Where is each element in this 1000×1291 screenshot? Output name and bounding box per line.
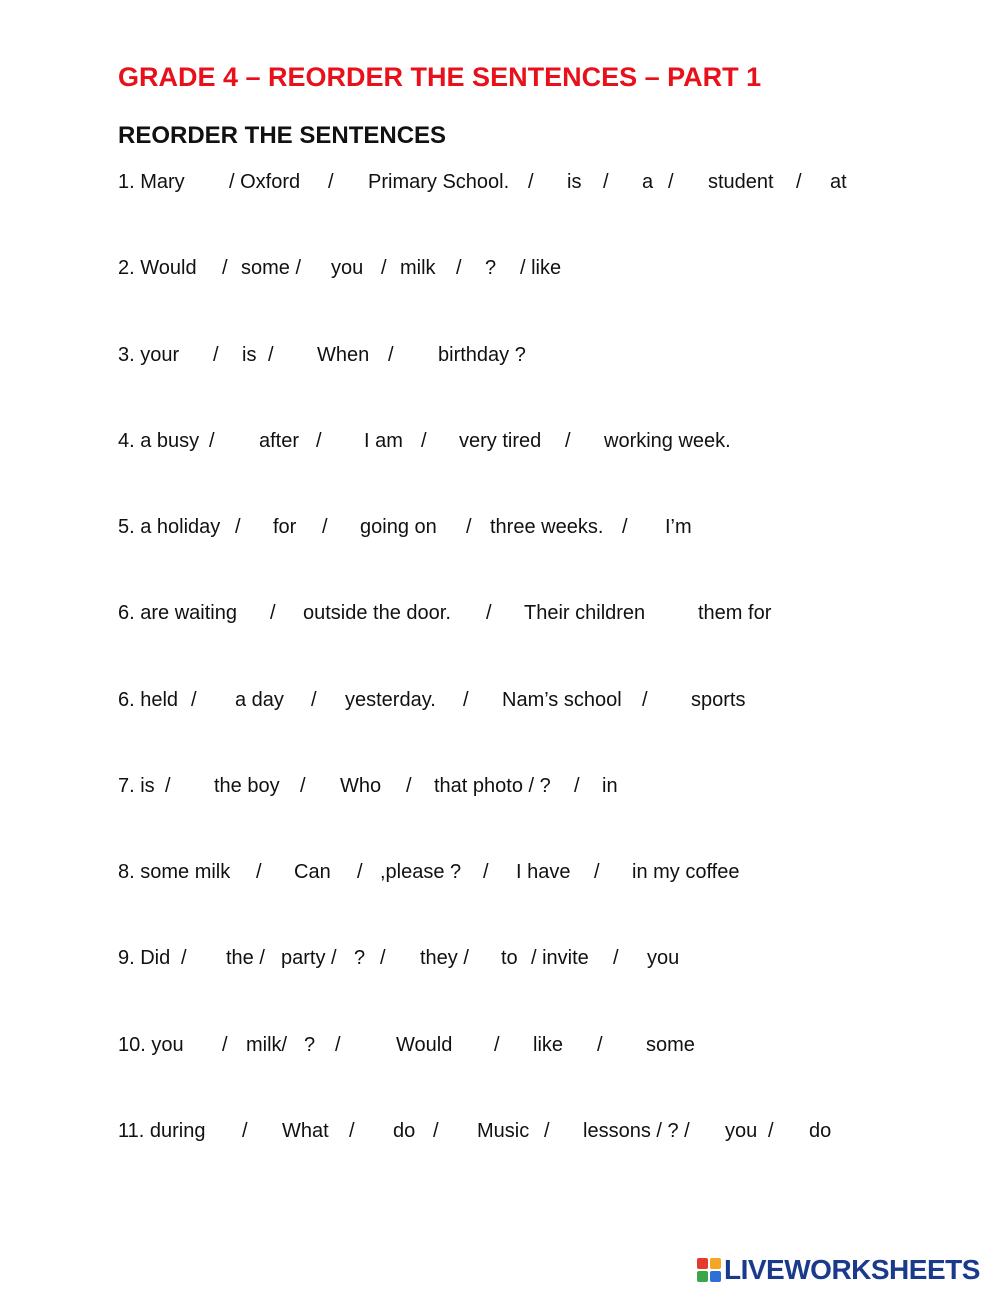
word-chunk: I am	[364, 430, 403, 452]
word-chunk: Would	[396, 1034, 453, 1056]
separator-slash: /	[181, 947, 187, 969]
separator-slash: /	[357, 861, 363, 883]
section-heading: REORDER THE SENTENCES	[118, 122, 447, 149]
word-chunk: lessons / ? /	[583, 1120, 690, 1142]
word-chunk: I’m	[665, 516, 692, 538]
word-chunk: very tired	[459, 430, 542, 452]
separator-slash: /	[456, 257, 462, 279]
word-chunk: 8. some milk	[118, 861, 231, 883]
sentence-item	[0, 516, 1000, 546]
word-chunk: going on	[360, 516, 437, 538]
sentence-item	[0, 344, 1000, 374]
sentence-item	[0, 257, 1000, 287]
word-chunk: Who	[340, 775, 382, 797]
separator-slash: /	[349, 1120, 355, 1142]
word-chunk: / Oxford	[229, 171, 301, 193]
word-chunk: ?	[354, 947, 366, 969]
liveworksheets-logo	[697, 1255, 980, 1285]
word-chunk: 4. a busy	[118, 430, 200, 452]
separator-slash: /	[433, 1120, 439, 1142]
word-chunk: sports	[691, 689, 746, 711]
separator-slash: /	[316, 430, 322, 452]
word-chunk: at	[830, 171, 847, 193]
separator-slash: /	[597, 1034, 603, 1056]
word-chunk: What	[282, 1120, 329, 1142]
separator-slash: /	[544, 1120, 550, 1142]
word-chunk: three weeks.	[490, 516, 604, 538]
separator-slash: /	[388, 344, 394, 366]
sentence-item	[0, 1034, 1000, 1064]
separator-slash: /	[268, 344, 274, 366]
word-chunk: is	[567, 171, 582, 193]
separator-slash: /	[594, 861, 600, 883]
separator-slash: /	[235, 516, 241, 538]
sentence-item	[0, 430, 1000, 460]
separator-slash: /	[311, 689, 317, 711]
word-chunk: Can	[294, 861, 331, 883]
word-chunk: 11. during	[118, 1120, 206, 1142]
word-chunk: ?	[485, 257, 497, 279]
separator-slash: /	[222, 1034, 228, 1056]
separator-slash: /	[406, 775, 412, 797]
sentence-item	[0, 947, 1000, 977]
word-chunk: Nam’s school	[502, 689, 622, 711]
word-chunk: 3. your	[118, 344, 180, 366]
word-chunk: in	[602, 775, 618, 797]
word-chunk: milk/	[246, 1034, 288, 1056]
separator-slash: /	[565, 430, 571, 452]
word-chunk: 6. held	[118, 689, 179, 711]
word-chunk: after	[259, 430, 300, 452]
separator-slash: /	[603, 171, 609, 193]
sentence-item	[0, 775, 1000, 805]
separator-slash: /	[613, 947, 619, 969]
word-chunk: working week.	[604, 430, 731, 452]
word-chunk: yesterday.	[345, 689, 436, 711]
separator-slash: /	[335, 1034, 341, 1056]
word-chunk: 6. are waiting	[118, 602, 237, 624]
sentence-item	[0, 602, 1000, 632]
word-chunk: ,please ?	[380, 861, 462, 883]
word-chunk: some	[646, 1034, 695, 1056]
word-chunk: do	[393, 1120, 416, 1142]
word-chunk: you	[647, 947, 680, 969]
separator-slash: /	[483, 861, 489, 883]
separator-slash: /	[622, 516, 628, 538]
word-chunk: 1. Mary	[118, 171, 185, 193]
word-chunk: / like	[520, 257, 562, 279]
worksheet-title: GRADE 4 – REORDER THE SENTENCES – PART 1	[118, 62, 762, 92]
word-chunk: 5. a holiday	[118, 516, 221, 538]
separator-slash: /	[421, 430, 427, 452]
word-chunk: that photo / ?	[434, 775, 551, 797]
word-chunk: 10. you	[118, 1034, 184, 1056]
separator-slash: /	[222, 257, 228, 279]
word-chunk: you	[331, 257, 364, 279]
separator-slash: /	[574, 775, 580, 797]
separator-slash: /	[642, 689, 648, 711]
word-chunk: the boy	[214, 775, 280, 797]
word-chunk: in my coffee	[632, 861, 740, 883]
separator-slash: /	[300, 775, 306, 797]
separator-slash: /	[466, 516, 472, 538]
word-chunk: a day	[235, 689, 284, 711]
separator-slash: /	[328, 171, 334, 193]
word-chunk: a	[642, 171, 654, 193]
logo-text: LIVEWORKSHEETS	[724, 1254, 980, 1285]
word-chunk: Music	[477, 1120, 530, 1142]
word-chunk: Their children	[524, 602, 646, 624]
word-chunk: the /	[226, 947, 265, 969]
word-chunk: them for	[698, 602, 772, 624]
word-chunk: party /	[281, 947, 337, 969]
word-chunk: 9. Did	[118, 947, 171, 969]
word-chunk: is	[242, 344, 257, 366]
word-chunk: / invite	[531, 947, 589, 969]
word-chunk: ?	[304, 1034, 316, 1056]
separator-slash: /	[463, 689, 469, 711]
separator-slash: /	[256, 861, 262, 883]
word-chunk: 2. Would	[118, 257, 197, 279]
word-chunk: to	[501, 947, 518, 969]
sentence-item	[0, 861, 1000, 891]
word-chunk: When	[317, 344, 370, 366]
separator-slash: /	[191, 689, 197, 711]
separator-slash: /	[270, 602, 276, 624]
sentence-item	[0, 1120, 1000, 1150]
separator-slash: /	[380, 947, 386, 969]
separator-slash: /	[494, 1034, 500, 1056]
liveworksheets-logo-icon	[697, 1258, 721, 1282]
separator-slash: /	[242, 1120, 248, 1142]
word-chunk: some /	[241, 257, 302, 279]
word-chunk: birthday ?	[438, 344, 526, 366]
word-chunk: do	[809, 1120, 832, 1142]
separator-slash: /	[213, 344, 219, 366]
separator-slash: /	[796, 171, 802, 193]
separator-slash: /	[209, 430, 215, 452]
word-chunk: you	[725, 1120, 758, 1142]
separator-slash: /	[486, 602, 492, 624]
separator-slash: /	[528, 171, 534, 193]
word-chunk: like	[533, 1034, 564, 1056]
word-chunk: student	[708, 171, 774, 193]
word-chunk: for	[273, 516, 297, 538]
word-chunk: they /	[420, 947, 469, 969]
sentence-item	[0, 689, 1000, 719]
word-chunk: outside the door.	[303, 602, 451, 624]
word-chunk: I have	[516, 861, 571, 883]
separator-slash: /	[381, 257, 387, 279]
separator-slash: /	[668, 171, 674, 193]
sentence-item	[0, 171, 1000, 201]
word-chunk: 7. is	[118, 775, 155, 797]
word-chunk: Primary School.	[368, 171, 510, 193]
separator-slash: /	[322, 516, 328, 538]
separator-slash: /	[165, 775, 171, 797]
word-chunk: milk	[400, 257, 436, 279]
separator-slash: /	[768, 1120, 774, 1142]
